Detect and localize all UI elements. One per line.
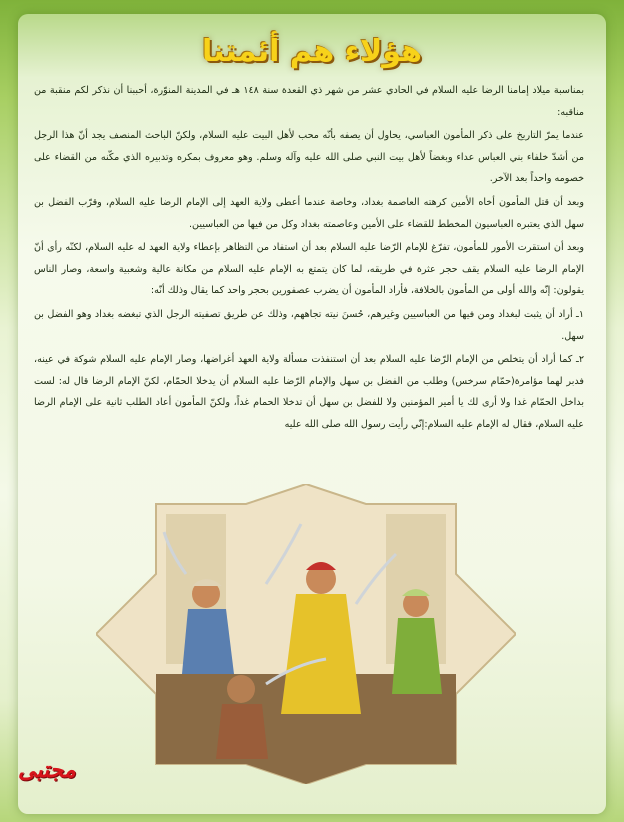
paragraph-plan: وبعد أن استقرت الأمور للمأمون، تفرّغ للإمام الرّضا عليه السلام بعد أن استفاد من التظاهر بإعطاء ولاية العهد له عليه السلام، لكنّه رأى أنّ الإمام الرضا عليه السلام يقف حجر عثرة في طريقه، لما كان يتمتع به الإمام عليه السلام من مكانة عالية وشعبية واسعة، وصار الناس يقولون: إنّه والله أولى من المأمون بالخلافة، فأراد المأمون أن يضرب عصفورين بحجر واحد كما يقال وذلك أنّه:: [34, 242, 584, 297]
paragraph-point-2: ٢ـ كما أراد أن يتخلص من الإمام الرّضا عليه السلام بعد أن استنفذت مسألة ولاية العهد أغراضها، وصار الإمام عليه السلام شوكة في عينه، فدبر لهما مؤامرة(حمّام سرخس) وطلب من الفضل بن سهل والإمام الرّضا عليه السلام أن يدخلا الحمّام، لكنّ الإمام الرضا قال له: لست بداخل الحمّام غدا ولا أرى لك يا أمير المؤمنين ولا للفضل بن سهل أن تدخلا الحمام غداً، ولكنّ المأمون أعاد الطلب ثانية على الإمام الرضا عليه السلام، فقال له الإمام عليه السلام:إنّي رأيت رسول الله صلى الله عليه: [34, 354, 584, 430]
magazine-logo: مجتبى: [18, 758, 76, 783]
paragraph-intro: بمناسبة ميلاد إمامنا الرضا عليه السلام في الحادي عشر من شهر ذي القعدة سنة ١٤٨ هـ في المدينة المنوّرة، أحببنا أن نذكر لكم منقبة من مناقبه:: [34, 85, 584, 118]
article-body: [34, 80, 584, 438]
title-container: [0, 34, 624, 69]
paragraph-baghdad: وبعد أن قتل المأمون أخاه الأمين كرهته العاصمة بغداد، وخاصة عندما أعطى ولاية العهد إلى الإمام الرضا عليه السلام، وقرّب الفضل بن سهل الذي يعتبره العباسيون المخطط للقضاء على الأمين وعاصمته بغداد وكل من فيها من العباسيين.: [34, 196, 584, 230]
story-illustration: [96, 484, 516, 784]
paragraph-point-1: ١ـ أراد أن يثبت لبغداد ومن فيها من العباسيين وغيرهم، حُسنَ نيته تجاههم، وذلك عن طريق تصفيته الرجل الذي تبغضه بغداد وهو الفضل بن سهل.: [34, 308, 584, 342]
page-title: هؤلاء هم أئمتنا: [202, 34, 422, 69]
paragraph-mamun: عندما يمرّ التاريخ على ذكر المأمون العباسي، يحاول أن يصفه بأنّه محب لأهل البيت عليه السلام، ولكنّ الباحث المنصف يجد أنّ هذا الرجل من أشدّ خلفاء بني العباس عداء وبغضاً لأهل بيت النبي صلى الله عليه وآله وسلم. وهو معروف بمكره وتدبيره الذي مكّنه من القضاء على خصومه واحداً بعد الآخر.: [34, 130, 584, 185]
